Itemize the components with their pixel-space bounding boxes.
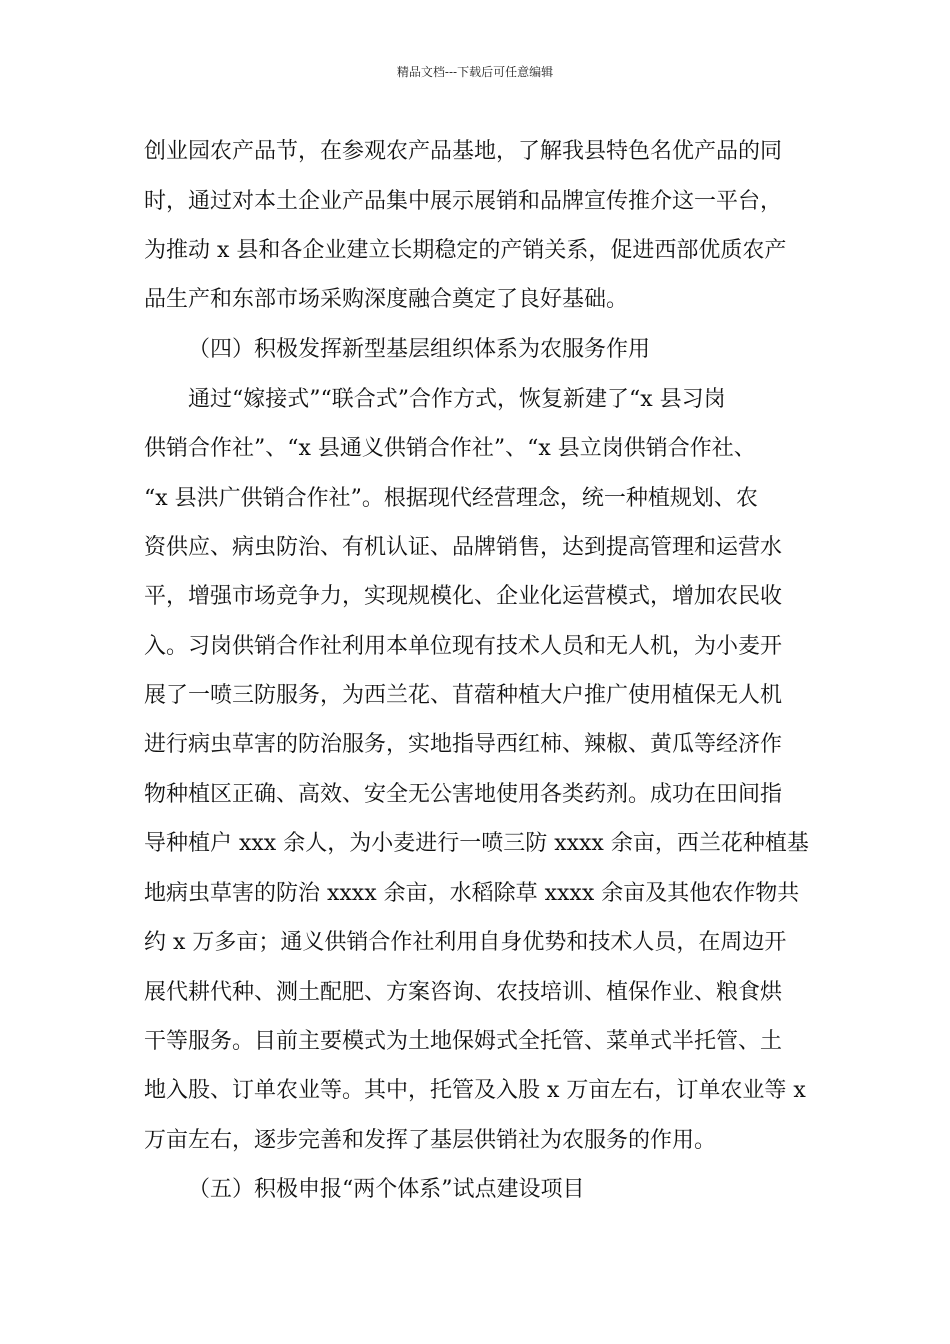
section-heading: （四）积极发挥新型基层组织体系为农服务作用 bbox=[188, 337, 651, 362]
section-heading: （五）积极申报“两个体系”试点建设项目 bbox=[188, 1177, 585, 1202]
paragraph-line: 物种植区正确、高效、安全无公害地使用各类药剂。成功在田间指 bbox=[144, 782, 783, 807]
paragraph-line: 为推动 x 县和各企业建立长期稳定的产销关系，促进西部优质农产 bbox=[144, 238, 787, 263]
paragraph-line: 地病虫草害的防治 xxxx 余亩，水稻除草 xxxx 余亩及其他农作物共 bbox=[144, 881, 800, 906]
paragraph-line: 平，增强市场竞争力，实现规模化、企业化运营模式，增加农民收 bbox=[144, 584, 783, 609]
paragraph-line: “x 县洪广供销合作社”。根据现代经营理念，统一种植规划、农 bbox=[144, 486, 758, 511]
paragraph-line: 导种植户 xxx 余人，为小麦进行一喷三防 xxxx 余亩，西兰花种植基 bbox=[144, 831, 809, 856]
paragraph-line: 资供应、病虫防治、有机认证、品牌销售，达到提高管理和运营水 bbox=[144, 535, 783, 560]
paragraph-line: 地入股、订单农业等。其中，托管及入股 x 万亩左右，订单农业等 x bbox=[144, 1078, 806, 1103]
paragraph-line: 展代耕代种、测土配肥、方案咨询、农技培训、植保作业、粮食烘 bbox=[144, 980, 783, 1005]
paragraph-line: 供销合作社”、“x 县通义供销合作社”、“x 县立岗供销合作社、 bbox=[144, 436, 756, 461]
paragraph-line: 入。习岗供销合作社利用本单位现有技术人员和无人机，为小麦开 bbox=[144, 634, 783, 659]
page-header: 精品文档---下载后可任意编辑 bbox=[396, 65, 554, 79]
paragraph-line: 干等服务。目前主要模式为土地保姆式全托管、菜单式半托管、土 bbox=[144, 1029, 783, 1054]
paragraph-line: 品生产和东部市场采购深度融合奠定了良好基础。 bbox=[144, 287, 629, 312]
paragraph-line: 创业园农产品节，在参观农产品基地，了解我县特色名优产品的同 bbox=[144, 139, 783, 164]
paragraph-line: 万亩左右，逐步完善和发挥了基层供销社为农服务的作用。 bbox=[144, 1128, 717, 1153]
paragraph-line: 进行病虫草害的防治服务，实地指导西红柿、辣椒、黄瓜等经济作 bbox=[144, 732, 783, 757]
paragraph-line: 时，通过对本土企业产品集中展示展销和品牌宣传推介这一平台， bbox=[144, 189, 783, 214]
paragraph-line: 通过“嫁接式”“联合式”合作方式，恢复新建了“x 县习岗 bbox=[188, 387, 726, 412]
paragraph-line: 展了一喷三防服务，为西兰花、苜蓿种植大户推广使用植保无人机 bbox=[144, 683, 783, 708]
paragraph-line: 约 x 万多亩；通义供销合作社利用自身优势和技术人员，在周边开 bbox=[144, 930, 787, 955]
